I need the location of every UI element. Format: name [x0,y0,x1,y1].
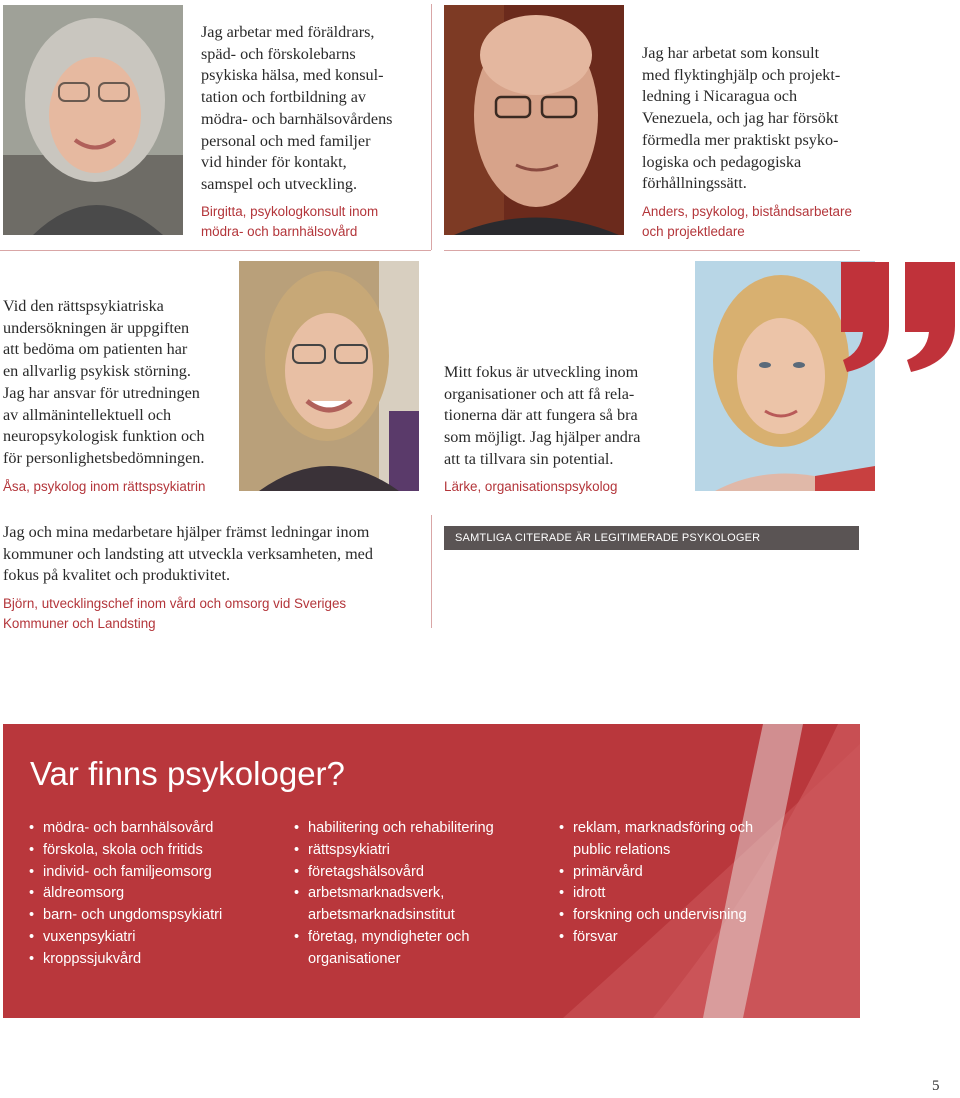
list-item: • företag, myndigheter och organisationer [294,927,544,971]
quote-mark-icon [833,262,959,374]
list-item: • äldreomsorg [29,883,279,905]
list-item: • forskning och undervisning [559,905,809,927]
list-item: • barn- och ungdomspsykiatri [29,905,279,927]
photo-anders [444,5,624,235]
list-item: • vuxenpsykiatri [29,927,279,949]
workplace-list-1 [29,818,279,971]
attribution-larke: Lärke, organisationspsykolog [444,479,618,494]
divider-vertical [431,4,432,250]
attribution-bjorn: Björn, utvecklingschef inom vård och omsorg vid Sveriges Kommuner och Landsting [3,596,347,631]
photo-asa [239,261,419,491]
quote-anders: Jag har arbetat som konsult med flyktinghjälp och projekt- ledning i Nicaragua och Venezuela, och jag har försökt förmedla mer praktiskt psyko- logiska och pedagogiska förhållningssätt. [642,44,841,193]
list-item: • förskola, skola och fritids [29,840,279,862]
list-item: • företagshälsovård [294,862,544,884]
photo-birgitta [3,5,183,235]
list-item: • rättspsykiatri [294,840,544,862]
quote-bjorn: Jag och mina medarbetare hjälper främst ledningar inom kommuner och landsting att utveckla verksamheten, med fokus på kvalitet och produktivitet. [3,523,373,585]
quote-larke: Mitt fokus är utveckling inom organisationer och att få rela- tionerna där att fungera så bra som möjligt. Jag hjälper andra att ta tillvara sin potential. [444,363,641,468]
divider-vertical-lower [431,515,432,628]
list-item: • individ- och familjeomsorg [29,862,279,884]
list-item: • primärvård [559,862,809,884]
workplace-list-3 [559,818,809,949]
attribution-anders: Anders, psykolog, biståndsarbetare och projektledare [642,204,852,239]
attribution-asa: Åsa, psykolog inom rättspsykiatrin [3,479,206,494]
list-item: • habilitering och rehabilitering [294,818,544,840]
section-title: Var finns psykologer? [30,755,345,792]
divider-horizontal [0,250,431,251]
quote-asa: Vid den rättspsykiatriska undersökningen är uppgiften att bedöma om patienten har en allvarlig psykisk störning. Jag har ansvar för utredningen av allmänintellektuell och neuropsykologisk funktion och för personlighetsbedömningen. [3,297,205,467]
list-item: • kroppssjukvård [29,949,279,971]
list-item: • reklam, marknadsföring och public relations [559,818,809,862]
list-item: • arbetsmarknadsverk, arbetsmarknadsinstitut [294,883,544,927]
list-item: • idrott [559,883,809,905]
quote-birgitta: Jag arbetar med föräldrars, späd- och förskolebarns psykiska hälsa, med konsul- tation och fortbildning av mödra- och barnhälsovårdens personal och med familjer vid hinder för kontakt, samspel och utveckling. [201,23,393,193]
legitimation-banner: SAMTLIGA CITERADE ÄR LEGITIMERADE PSYKOLOGER [444,526,859,550]
workplace-list-2 [294,818,544,971]
list-item: • försvar [559,927,809,949]
page-number: 5 [932,1078,940,1094]
divider-horizontal-right [444,250,860,251]
attribution-birgitta: Birgitta, psykologkonsult inom mödra- och barnhälsovård [201,204,379,239]
list-item: • mödra- och barnhälsovård [29,818,279,840]
